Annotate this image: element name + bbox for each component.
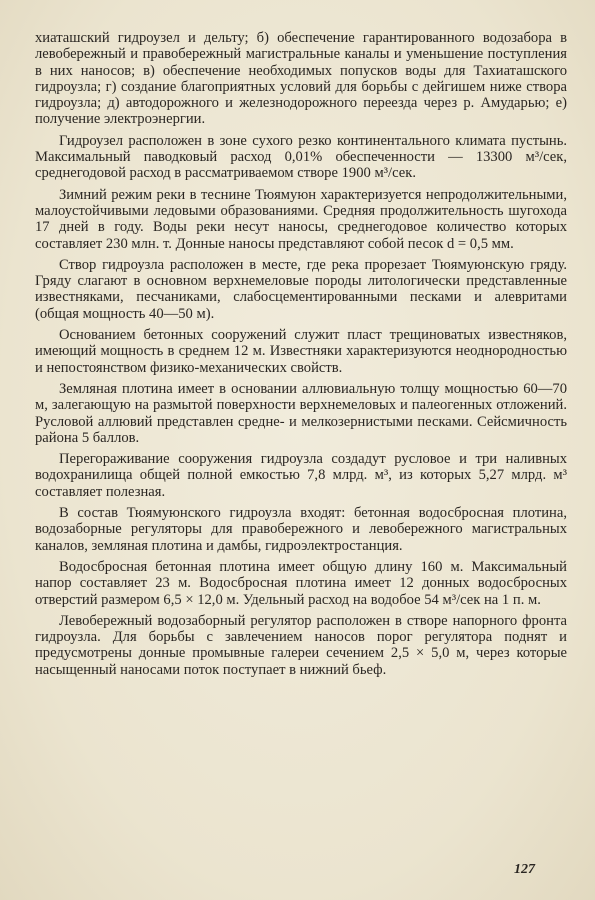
paragraph-spillway-dam: Водосбросная бетонная плотина имеет общую длину 160 м. Максимальный напор составляет 23 м. Водосбросная плотина имеет 12 донных водосбросных отверстий размером 6,5 × 12,0 м. Удельный расход на водобое 54 м³/сек на 1 п. м. — [35, 558, 567, 608]
page-number: 127 — [514, 862, 535, 877]
paragraph-reservoirs: Перегораживание сооружения гидроузла создадут русловое и три наливных водохранилища общей полной емкостью 7,8 млрд. м³, из которых 5,27 млрд. м³ составляет полезная. — [35, 451, 567, 500]
paragraph-earth-dam: Земляная плотина имеет в основании аллювиальную толщу мощностью 60—70 м, залегающую на размытой поверхности верхнемеловых и палеогенных отложений. Русловой аллювий представлен средне- и мелкозернистыми песками. Сейсмичность района 5 баллов. — [35, 380, 567, 446]
paragraph-concrete-foundation: Основанием бетонных сооружений служит пласт трещиноватых известняков, имеющий мощность в среднем 12 м. Известняки характеризуются неоднородностью и непостоянством физико-механических свойств. — [35, 327, 567, 376]
paragraph-left-bank-regulator: Левобережный водозаборный регулятор расположен в створе напорного фронта гидроузла. Для борьбы с завлечением наносов порог регулятора поднят и предусмотрены донные промывные галереи сечением 2,5 × 5,0 м, через которые насыщенный наносами поток поступает в нижний бьеф. — [35, 612, 567, 678]
paragraph-winter-regime: Зимний режим реки в теснине Тюямуюн характеризуется непродолжительными, малоустойчивыми ледовыми образованиями. Средняя продолжительность шугохода 17 дней в году. Воды реки несут наносы, среднегодовое количество которых составляет 230 млн. т. Донные наносы представляют собой песок d = 0,5 мм. — [35, 186, 567, 252]
paragraph-site-geology: Створ гидроузла расположен в месте, где река прорезает Тюямуюнскую гряду. Гряду слагают в основном верхнемеловые породы литологически представленные известняками, песчаниками, слабосцементированными песками и алевритами (общая мощность 40—50 м). — [35, 256, 567, 322]
paragraph-continuation: хиаташский гидроузел и дельту; б) обеспечение гарантированного водозабора в левобережный и правобережный магистральные каналы и уменьшение поступления в них наносов; в) обеспечение необходимых попусков воды для Тахиаташского гидроузла; г) создание благоприятных условий для борьбы с дейгишем ниже створа гидроузла; д) автодорожного и железнодорожного переезда через р. Амударью; е) получение электроэнергии. — [35, 30, 567, 128]
body-text — [35, 30, 567, 683]
paragraph-climate: Гидроузел расположен в зоне сухого резко континентального климата пустынь. Максимальный паводковый расход 0,01% обеспеченности — 13300 м³/сек, среднегодовой расход в рассматриваемом створе 1900 м³/сек. — [35, 132, 567, 182]
paragraph-composition: В состав Тюямуюнского гидроузла входят: бетонная водосбросная плотина, водозаборные регуляторы для правобережного и левобережного магистральных каналов, земляная плотина и дамбы, гидроэлектростанция. — [35, 505, 567, 554]
